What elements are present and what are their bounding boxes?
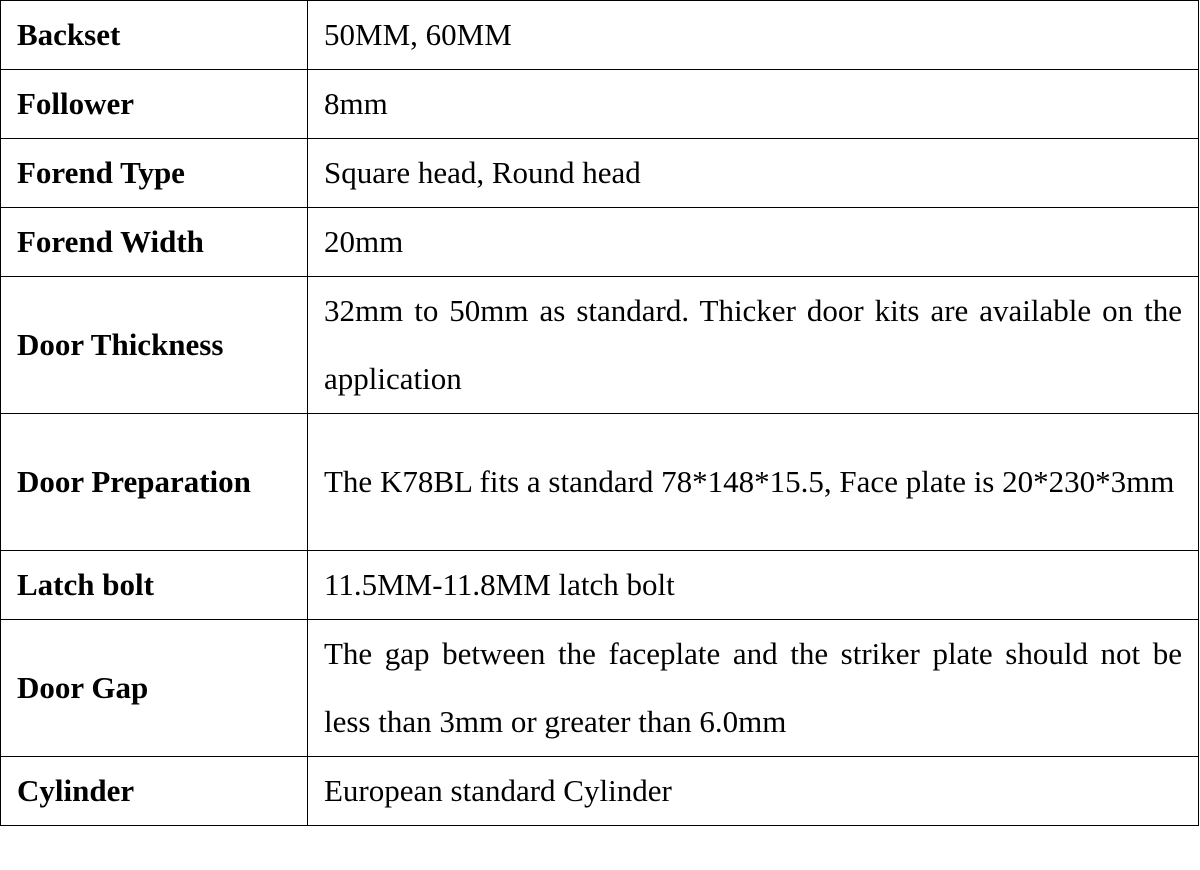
- spec-label: Latch bolt: [1, 551, 308, 620]
- spec-value: The gap between the faceplate and the striker plate should not be less than 3mm or greater than 6.0mm: [308, 620, 1199, 757]
- spec-row-door-gap: [1, 620, 1199, 757]
- spec-row-follower: [1, 70, 1199, 139]
- spec-row-door-preparation: [1, 414, 1199, 551]
- spec-row-backset: [1, 1, 1199, 70]
- spec-label: Door Thickness: [1, 277, 308, 414]
- spec-label: Backset: [1, 1, 308, 70]
- spec-label: Forend Type: [1, 139, 308, 208]
- spec-label: Cylinder: [1, 757, 308, 826]
- spec-value: 8mm: [308, 70, 1199, 139]
- spec-label: Follower: [1, 70, 308, 139]
- spec-value: The K78BL fits a standard 78*148*15.5, Face plate is 20*230*3mm: [308, 414, 1199, 551]
- spec-value: European standard Cylinder: [308, 757, 1199, 826]
- spec-label: Door Gap: [1, 620, 308, 757]
- spec-row-latch-bolt: [1, 551, 1199, 620]
- spec-value: 20mm: [308, 208, 1199, 277]
- spec-value: 50MM, 60MM: [308, 1, 1199, 70]
- spec-value: 11.5MM-11.8MM latch bolt: [308, 551, 1199, 620]
- spec-row-forend-width: [1, 208, 1199, 277]
- spec-label: Forend Width: [1, 208, 308, 277]
- spec-row-door-thickness: [1, 277, 1199, 414]
- spec-row-cylinder: [1, 757, 1199, 826]
- spec-row-forend-type: [1, 139, 1199, 208]
- spec-label: Door Preparation: [1, 414, 308, 551]
- spec-value: 32mm to 50mm as standard. Thicker door kits are available on the application: [308, 277, 1199, 414]
- spec-value: Square head, Round head: [308, 139, 1199, 208]
